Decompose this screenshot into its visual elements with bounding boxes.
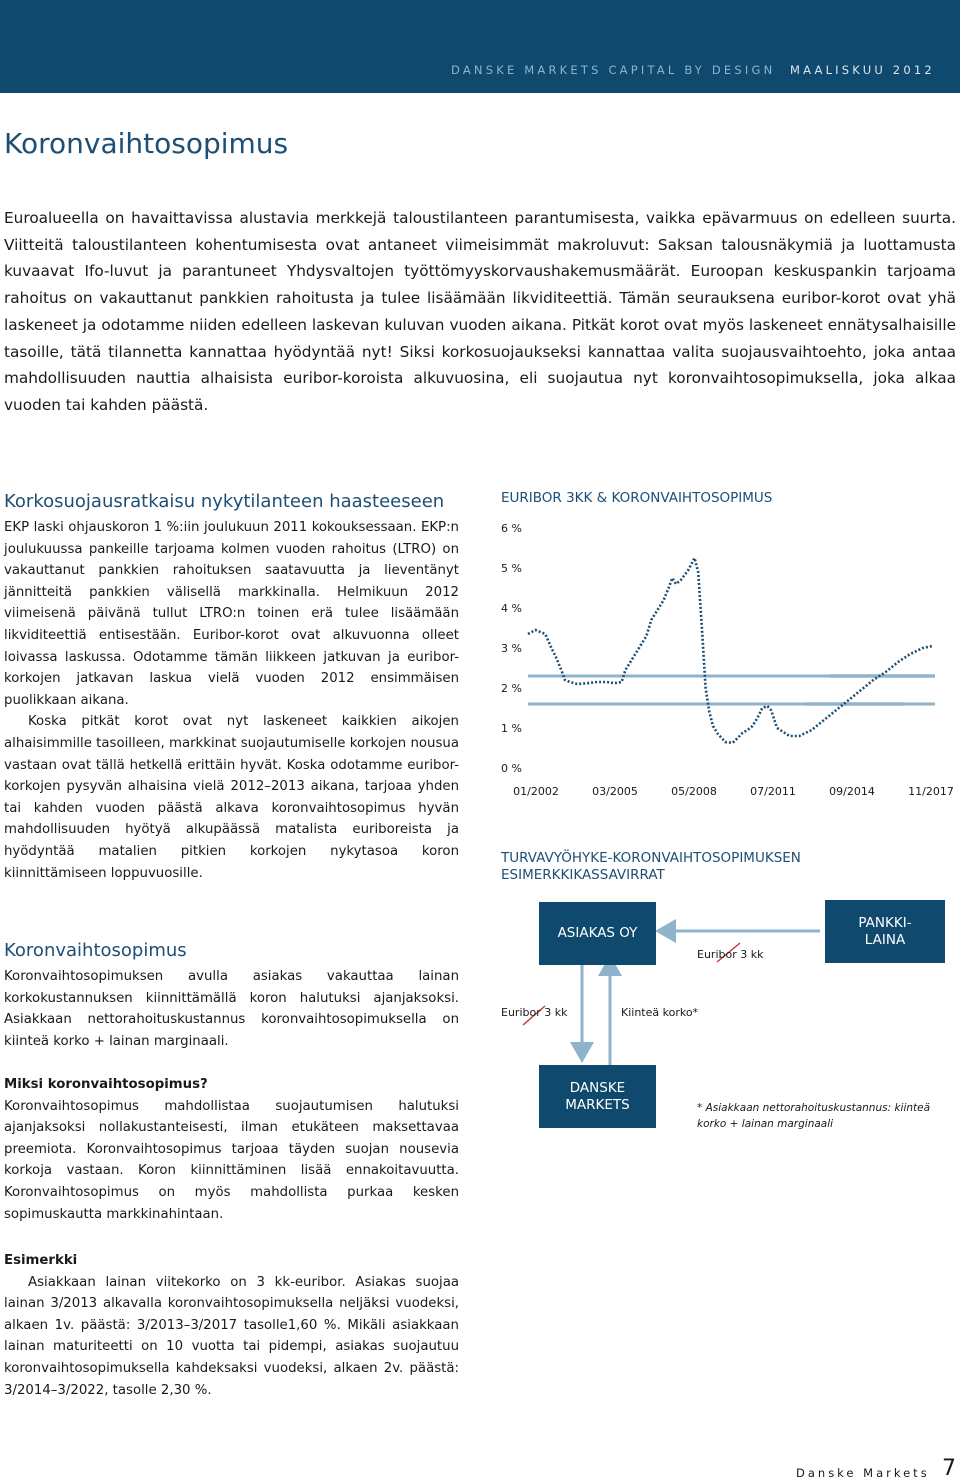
footnote: * Asiakkaan nettorahoituskustannus: kiinteä korko + lainan marginaali: [697, 1102, 931, 1130]
page-title: Koronvaihtosopimus: [4, 127, 289, 160]
y-tick-label: 6 %: [501, 522, 522, 535]
header-date: MAALISKUU 2012: [790, 63, 935, 77]
box-customer: ASIAKAS OY: [539, 902, 656, 965]
section-paragraph: Asiakkaan lainan viitekorko on 3 kk-euribor. Asiakas suojaa lainan 3/2013 alkavalla koronvaihtosopimuksella neljäksi vuodeksi, alkaen 1v. päästä: 3/2013–3/2017 tasolle1,60 %. Mikäli asiakkaan lainan maturiteetti on 10 vuotta tai pidempi, asiakas suojautuu koronvaihtosopimuksella kahdeksaksi vuodeksi, alkaen 2v. päästä: 3/2014–3/2022, tasolle 2,30 %.: [4, 1274, 459, 1398]
x-tick-label: 09/2014: [829, 785, 875, 798]
x-tick-label: 07/2011: [750, 785, 796, 798]
flow-title: TURVAVYÖHYKE-KORONVAIHTOSOPIMUKSEN ESIMERKKIKASSAVIRRAT: [501, 850, 801, 883]
x-tick-label: 11/2017: [908, 785, 954, 798]
euribor-line: [777, 646, 932, 736]
header-publication: DANSKE MARKETS CAPITAL BY DESIGN: [451, 63, 776, 77]
section-paragraph: Koronvaihtosopimus mahdollistaa suojautumisen halutuksi ajanjaksoksi nollakustanteisesti, ilman etukäteen maksettavaa preemiota. Koronvaihtosopimus tarjoaa täyden suojan nousevia korkoja vastaan. Koron kiinnittäminen lisää ennakoitavuutta. Koronvaihtosopimus on myös mahdollista purkaa kesken sopimuskautta markkinahintaan.: [4, 1098, 459, 1222]
page-number: 7: [942, 1456, 956, 1481]
y-tick-label: 2 %: [501, 682, 522, 695]
x-tick-label: 03/2005: [592, 785, 638, 798]
footer-brand: Danske Markets: [796, 1466, 930, 1480]
section-why-swap: [4, 1074, 459, 1225]
euribor-swap-chart: [490, 515, 960, 805]
section-subtitle: Esimerkki: [4, 1253, 78, 1268]
section-title: Koronvaihtosopimus: [4, 940, 187, 961]
section-title: Korkosuojausratkaisu nykytilanteen haasteeseen: [4, 491, 445, 512]
section-swap: [4, 939, 459, 1052]
label-fixed-rate: Kiinteä korko*: [621, 1006, 699, 1019]
chart-title: EURIBOR 3KK & KORONVAIHTOSOPIMUS: [501, 490, 773, 506]
header-bar: [0, 0, 960, 93]
y-tick-label: 4 %: [501, 602, 522, 615]
euribor-line: [528, 558, 777, 743]
y-tick-label: 0 %: [501, 762, 522, 775]
intro-paragraph: Euroalueella on havaittavissa alustavia merkkejä taloustilanteen parantumisesta, vaikka epävarmuus on edelleen suurta. Viitteitä taloustilanteen kohentumisesta ovat antaneet viimeisimmät makroluvut: Saksan talousnäkymiä ja luottamusta kuvaavat Ifo-luvut ja parantuneet Yhdysvaltojen työttömyyskorvaushakemusmäärät. Euroopan keskuspankin tarjoama rahoitus on vakauttanut pankkien rahoitusta ja tulee lisäämään likviditeettiä. Tämän seurauksena euribor-korot ovat yhä laskeneet ja odotamme niiden edelleen laskevan kuluvan vuoden aikana. Pitkät korot ovat myös laskeneet ennätysalhaisille tasoille, tätä tilannetta kannattaa hyödyntää nyt! Siksi korkosuojaukseksi kannattaa valita suojausvaihtoehto, joka antaa mahdollisuuden nauttia alhaisista euribor-koroista alkuvuosina, eli suojautua nyt koronvaihtosopimuksella, joka alkaa vuoden tai kahden päästä.: [4, 209, 956, 414]
section-example: [4, 1250, 459, 1401]
section-hedging-solution: [4, 490, 459, 884]
section-subtitle: Miksi koronvaihtosopimus?: [4, 1077, 208, 1092]
section-paragraph: Koronvaihtosopimuksen avulla asiakas vakauttaa lainan korkokustannuksen kiinnittämällä koron halutuksi ajanjaksoksi. Asiakkaan nettorahoituskustannus koronvaihtosopimuksella on kiinteä korko + lainan marginaali.: [4, 969, 459, 1049]
y-tick-label: 3 %: [501, 642, 522, 655]
y-tick-label: 1 %: [501, 722, 522, 735]
label-euribor-left: Euribor 3 kk: [501, 1006, 568, 1019]
label-euribor-top: Euribor 3 kk: [697, 948, 764, 961]
x-tick-label: 05/2008: [671, 785, 717, 798]
x-tick-label: 01/2002: [513, 785, 559, 798]
section-paragraph: EKP laski ohjauskoron 1 %:iin joulukuun 2011 kokouksessaan. EKP:n joulukuussa pankeille tarjoama kolmen vuoden rahoitus (LTRO) on vakauttanut pankkien rahoituksen saatavuutta ja lieventänyt jännitteitä pankkien välisellä markkinalla. Helmikuun 2012 viimeisenä päivänä tullut LTRO:n toinen erä tulee lisäämään likviditeettiä entisestään. Euribor-korot ovat alkuvuonna olleet loivassa laskussa. Odotamme tämän liikkeen jatkuvan ja euribor-korkojen jatkavan laskua vielä vuoden 2012 ensimmäisen puolikkaan aikana.: [4, 520, 459, 708]
box-danske-markets: DANSKE MARKETS: [539, 1065, 656, 1128]
box-bank-loan: PANKKI- LAINA: [825, 900, 945, 963]
section-paragraph: Koska pitkät korot ovat nyt laskeneet kaikkien aikojen alhaisimmille tasoilleen, markkinat suojautumiselle korkojen nousua vastaan ovat tällä hetkellä erittäin hyvät. Koska odotamme euribor-korkojen pysyvän alhaisina vielä 2012–2013 aikana, tarjoaa yhden tai kahden vuoden päästä alkava koronvaihtosopimus hyvän mahdollisuuden hyötyä alkupäässä matalista euriboreista ja hyödyntää matalien pitkien korkojen nykytasoa koron kiinnittämiseen loppuvuosille.: [4, 714, 459, 881]
y-tick-label: 5 %: [501, 562, 522, 575]
